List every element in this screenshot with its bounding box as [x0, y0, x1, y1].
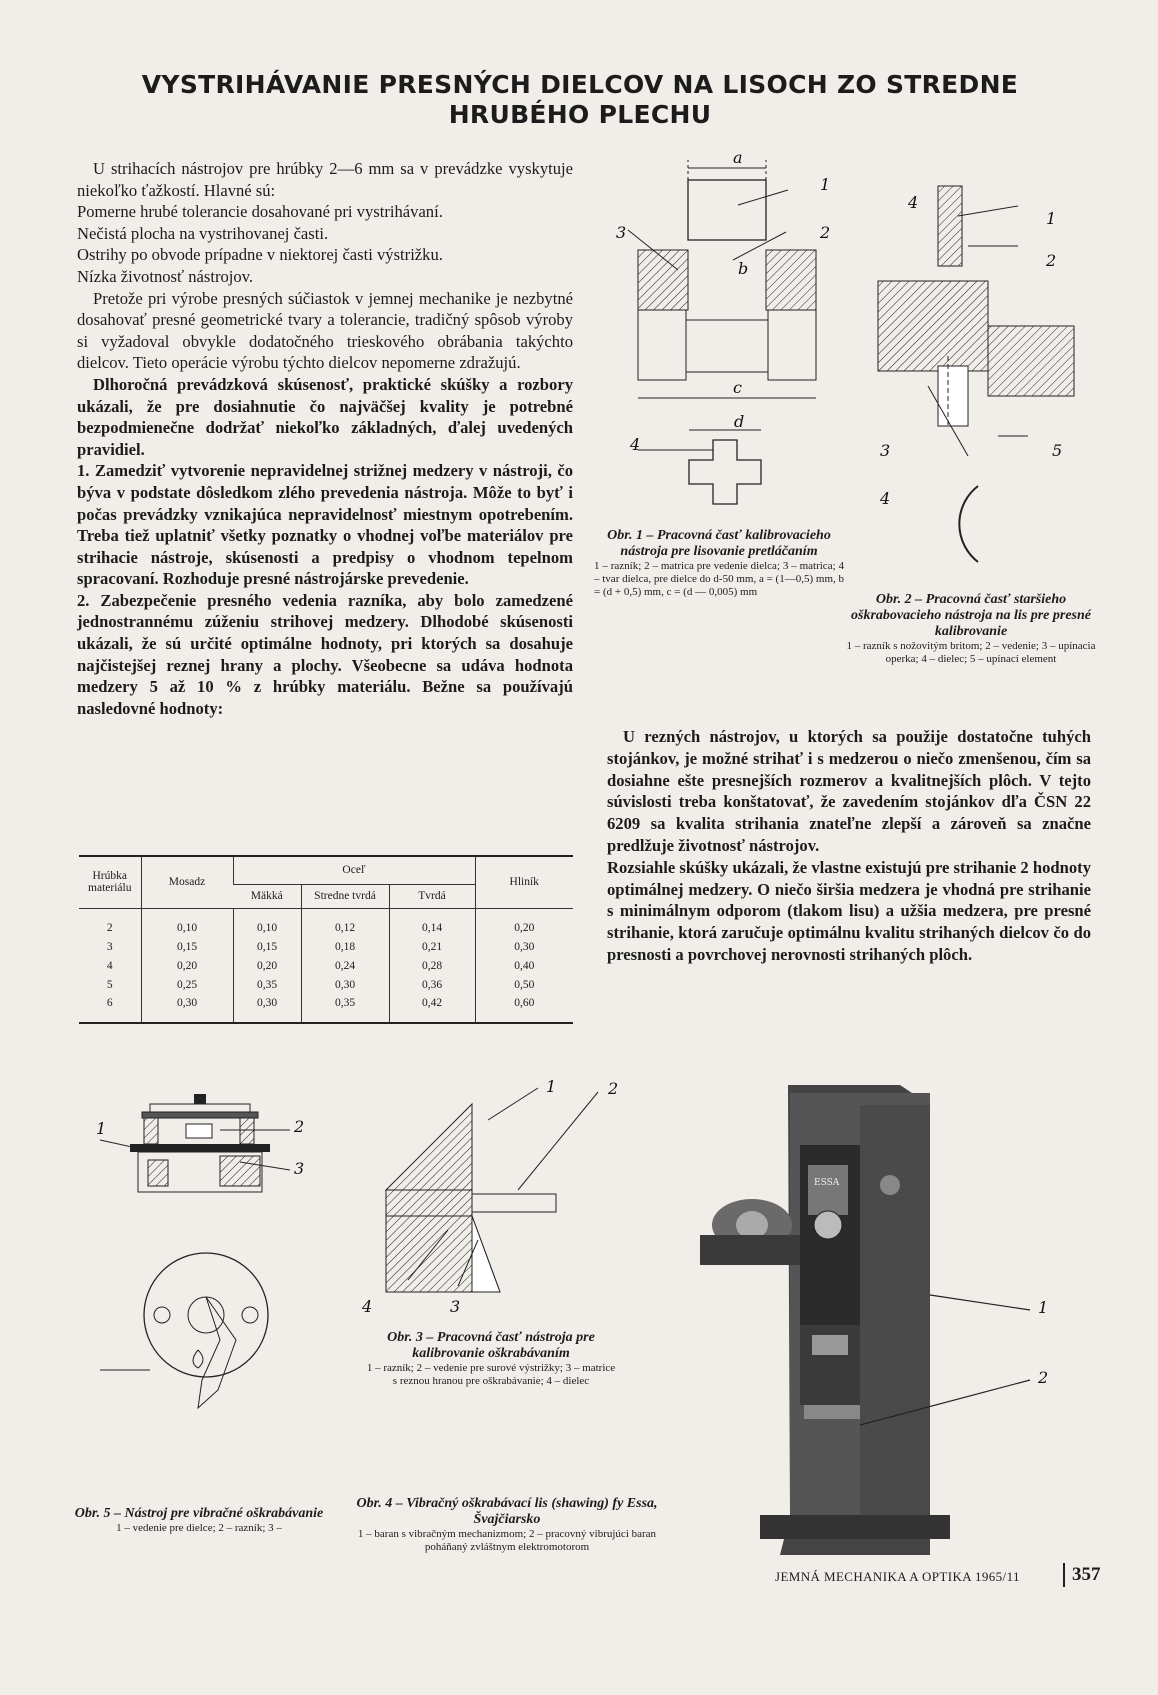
fig2-label-4b: 4	[880, 489, 891, 508]
left-column-paragraph: 1. Zamedziť vytvorenie nepravidelnej strižnej medzery v nástroji, čo býva v podstate dôsledkom zlého prevedenia nástroja. Môže to byť i počas prevádzky vznikajúca nepravidelnosť miestnym opotrebením. Treba tiež uplatniť všetky poznatky o vhodnej voľbe materiálov pre strihacie nástroje, skúsenosti a predpisy o vhodnom tepelnom spracovaní. Rozhoduje presné nástrojárske prevedenie.	[77, 461, 573, 589]
table-cell: 6	[106, 997, 113, 1009]
fig1-label-1: 1	[820, 175, 831, 194]
fig2-caption-legend: 1 – razník s nožovitým britom; 2 – vedenie; 3 – upínacia operka; 4 – dielec; 5 – upínací element	[846, 640, 1096, 665]
fig2-label-5: 5	[1052, 441, 1063, 460]
table-cell: 0,30	[233, 994, 301, 1023]
table-cell: 3	[106, 940, 113, 953]
col-header-steel: Oceľ	[233, 856, 475, 884]
table-cell: 0,35	[233, 975, 301, 994]
table-row	[79, 975, 573, 994]
fig2-label-4a: 4	[908, 193, 919, 212]
right-text-column	[607, 726, 1091, 966]
table-cell: 0,14	[389, 908, 475, 937]
table-cell: 0,15	[141, 937, 233, 956]
fig4-label-2: 2	[1038, 1368, 1049, 1387]
figure-1-drawing	[618, 150, 858, 520]
table-cell: 0,60	[475, 994, 573, 1023]
fig4-label-1: 1	[1038, 1298, 1049, 1317]
table-row	[79, 937, 573, 956]
table-cell: 0,30	[301, 975, 389, 994]
table-row	[79, 994, 573, 1023]
article-title: VYSTRIHÁVANIE PRESNÝCH DIELCOV NA LISOCH ZO STREDNE HRUBÉHO PLECHU	[141, 70, 1019, 129]
fig1-label-3: 3	[616, 223, 627, 242]
left-column-paragraph: Nízka životnosť nástrojov.	[77, 266, 254, 286]
left-column-paragraph: 2. Zabezpečenie presného vedenia razníka, aby bolo zamedzené jednostrannému zúženiu strihovej medzery. Dlhodobé skúsenosti ukázali, že sú určité optimálne hodnoty, pri ktorých sa dosahuje najčistejšej reznej hrany a plochy. Všeobecne sa udáva hodnota medzery 5 až 10 % z hrúbky materiálu. Bežne sa používajú nasledovné hodnoty:	[77, 590, 573, 718]
table-cell: 0,20	[475, 908, 573, 937]
table-cell: 0,18	[301, 937, 389, 956]
table-cell: 4	[106, 959, 113, 972]
fig2-label-3: 3	[880, 441, 891, 460]
fig1-label-c: c	[733, 378, 742, 397]
table-cell: 0,35	[301, 994, 389, 1023]
col-header-soft: Mäkká	[233, 884, 301, 908]
figure-2-caption	[846, 592, 1096, 666]
figure-4-caption	[344, 1496, 670, 1554]
page-number: 357	[1072, 1564, 1101, 1585]
table-cell: 0,12	[301, 908, 389, 937]
table-cell: 0,21	[389, 937, 475, 956]
left-column-paragraph: Pretože pri výrobe presných súčiastok v jemnej mechanike je nezbytné dosahovať presné geometrické tvary a tolerancie, tradičný spôsob výroby si vyžadoval obvykle dodatočného trieskového obrábania takýchto dielcov. Tieto operácie výrobu týchto dielcov nepomerne zdražujú.	[77, 288, 573, 373]
fig1-caption-title: Obr. 1 – Pracovná časť kalibrovacieho nástroja pre lisovanie pretláčaním	[607, 528, 831, 559]
right-column-paragraph: U rezných nástrojov, u ktorých sa použije dostatočne tuhých stojánkov, je možné strihať i s medzerou o niečo zmenšenou, čím sa dosiahne ešte presnejších rozmerov a kvalitnejších plôch. V tejto súvislosti treba konštatovať, že zavedením stojánkov dľa ČSN 22 6209 sa kvalita strihania znateľne zlepší a zároveň sa značne predlžuje životnosť nástrojov.	[607, 727, 1091, 855]
col-header-medium: Stredne tvrdá	[301, 884, 389, 908]
table-cell: 0,30	[475, 937, 573, 956]
table-cell: 0,30	[141, 994, 233, 1023]
left-text-column	[77, 158, 573, 719]
table-cell: 0,15	[233, 937, 301, 956]
fig1-label-2: 2	[820, 223, 831, 242]
fig3-caption-title: Obr. 3 – Pracovná časť nástroja pre kalibrovanie oškrabávaním	[387, 1330, 595, 1361]
fig4-caption-legend: 1 – baran s vibračným mechanizmom; 2 – pracovný vibrujúci baran poháňaný zvláštnym elektromotorom	[357, 1528, 657, 1553]
fig3-label-4: 4	[362, 1297, 373, 1316]
figure-5-drawing	[90, 1090, 340, 1510]
left-column-paragraph: U strihacích nástrojov pre hrúbky 2—6 mm sa v prevádzke vyskytuje niekoľko ťažkostí. Hlavné sú:	[77, 159, 573, 200]
clearance-table	[79, 855, 573, 1024]
right-column-paragraph: Rozsiahle skúšky ukázali, že vlastne existujú pre strihanie 2 hodnoty optimálnej medzery. O niečo širšia medzera je vhodná pre strihanie s minimálnym odporom (tlakom lisu) a užšia medzera, pre presné strihanie, ktorá zaručuje optimálnu kvalitu strihaných dielcov čo do presnosti a povrchovej nerovnosti strihaných plôch.	[607, 857, 1091, 964]
figure-5-caption	[74, 1506, 324, 1535]
figure-1-caption	[594, 528, 844, 599]
fig5-caption-legend: 1 – vedenie pre dielce; 2 – razník; 3 –	[116, 1522, 282, 1534]
table-cell: 0,50	[475, 975, 573, 994]
table-row	[79, 956, 573, 975]
left-column-paragraph: Dlhoročná prevádzková skúsenosť, praktické skúšky a rozbory ukázali, že pre dosiahnutie čo najväčšej kvality je potrebné bezpodmienečne dodržať niekoľko základných, ďalej uvedených pravidiel.	[77, 374, 573, 459]
figure-2-drawing	[868, 186, 1088, 576]
table-cell: 0,42	[389, 994, 475, 1023]
fig5-label-2: 2	[294, 1117, 305, 1136]
table-cell: 0,40	[475, 956, 573, 975]
table-cell: 0,20	[233, 956, 301, 975]
fig2-label-2: 2	[1046, 251, 1057, 270]
fig1-label-4: 4	[630, 435, 641, 454]
col-header-aluminium: Hliník	[475, 856, 573, 908]
fig1-label-a: a	[733, 148, 743, 167]
fig3-label-1: 1	[546, 1077, 557, 1096]
page-footer	[775, 1563, 1105, 1587]
left-column-paragraph: Nečistá plocha na vystrihovanej časti.	[77, 223, 329, 243]
table-cell: 0,10	[141, 908, 233, 937]
fig1-label-b: b	[738, 259, 749, 278]
col-header-material: Hrúbka materiálu	[88, 870, 132, 895]
table-cell: 0,24	[301, 956, 389, 975]
table-cell: 5	[106, 978, 113, 991]
fig5-label-1: 1	[96, 1119, 107, 1138]
footer-divider	[1063, 1563, 1065, 1587]
table-row	[79, 908, 573, 937]
table-cell: 0,20	[141, 956, 233, 975]
figure-3-drawing	[362, 1077, 619, 1320]
col-header-brass: Mosadz	[141, 856, 233, 908]
table-cell: 0,10	[233, 908, 301, 937]
fig3-label-3: 3	[450, 1297, 461, 1316]
table-cell: 0,25	[141, 975, 233, 994]
fig2-caption-title: Obr. 2 – Pracovná časť staršieho oškrabovacieho nástroja na lis pre presné kalibrovanie	[851, 592, 1091, 639]
fig5-label-3: 3	[294, 1159, 305, 1178]
table-cell: 2	[106, 921, 113, 934]
journal-name: JEMNÁ MECHANIKA A OPTIKA 1965/11	[775, 1569, 1020, 1584]
fig4-plate: ESSA	[814, 1178, 840, 1188]
left-column-paragraph: Ostrihy po obvode prípadne v niektorej časti výstrižku.	[77, 245, 443, 265]
fig1-caption-legend: 1 – razník; 2 – matrica pre vedenie dielca; 3 – matrica; 4 – tvar dielca, pre dielce do d-50 mm, a = (1—0,5) mm, b = (d + 0,5) mm, c = (d — 0,005) mm	[594, 560, 844, 598]
fig3-caption-legend: 1 – razník; 2 – vedenie pre surové výstrižky; 3 – matrice s reznou hranou pre oškrabávanie; 4 – dielec	[366, 1362, 616, 1387]
figure-4-photo	[700, 1085, 1120, 1555]
fig5-caption-title: Obr. 5 – Nástroj pre vibračné oškrabávanie	[74, 1506, 324, 1521]
fig3-label-2: 2	[608, 1079, 619, 1098]
col-header-hard: Tvrdá	[389, 884, 475, 908]
figure-3-caption	[366, 1330, 616, 1388]
left-column-paragraph: Pomerne hrubé tolerancie dosahované pri vystrihávaní.	[77, 202, 443, 222]
table-cell: 0,36	[389, 975, 475, 994]
fig1-label-d: d	[734, 412, 745, 431]
fig2-label-1: 1	[1046, 209, 1057, 228]
fig4-caption-title: Obr. 4 – Vibračný oškrabávací lis (shawing) fy Essa, Švajčiarsko	[356, 1496, 658, 1527]
table-cell: 0,28	[389, 956, 475, 975]
